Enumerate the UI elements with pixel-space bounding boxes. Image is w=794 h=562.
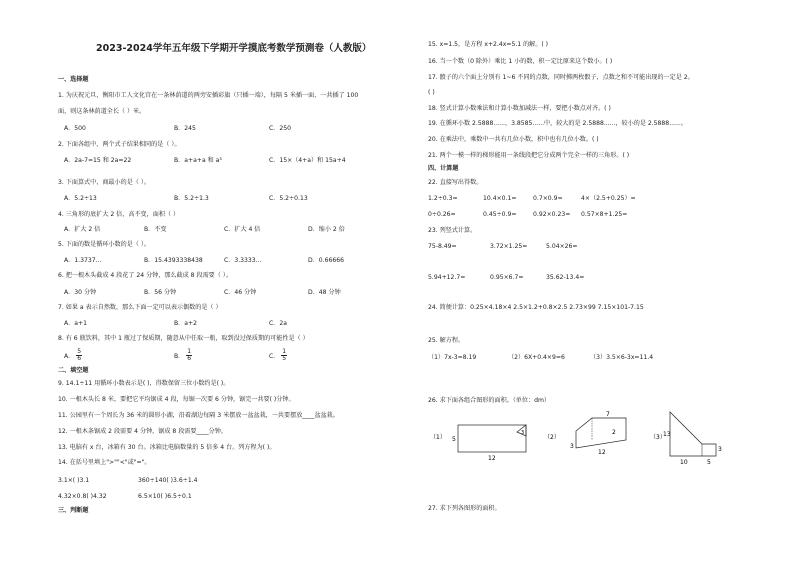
figure-3-right: 3 (718, 446, 722, 453)
figure-3-shape (670, 412, 716, 456)
calc-item: 3.72×1.25= (490, 243, 528, 250)
section-judge-heading: 三、判断题 (58, 507, 89, 514)
calc-item: 5.94+12.7= (428, 274, 466, 281)
option-b: B．15.4393338438 (144, 257, 203, 264)
figure-1-width: 12 (488, 455, 496, 462)
calc-item: 0.95×6.7= (490, 274, 524, 281)
option-a: A．30 分钟 (64, 289, 97, 296)
question-3: 3. 下面算式中，商最小的是（ ）。 (58, 179, 150, 186)
question-17-cont: ( ) (428, 89, 435, 96)
question-22: 22. 直接写出得数。 (428, 179, 483, 186)
figure-3-b2: 5 (707, 459, 711, 466)
option-a: A．1.3737... (64, 257, 102, 264)
calc-item: 5.04×26= (546, 243, 578, 250)
question-26: 26. 求下面各组合图形的面积。（单位：dm） (428, 397, 550, 404)
figure-2-h: 3 (570, 443, 574, 450)
question-15: 15. x=1.5，是方程 x+2.4x=5.1 的解。( ) (428, 41, 549, 48)
right-column (428, 0, 788, 562)
figure-2-shape (576, 418, 626, 448)
figure-2-bottom: 12 (598, 449, 606, 456)
calc-item: 75-8.49= (428, 243, 457, 250)
question-23: 23. 列竖式计算。 (428, 227, 477, 234)
figure-2-side: 2 (612, 429, 616, 436)
calc-item: 0.45÷0.9= (483, 211, 517, 218)
equation-item: （1）7x-3=8.19 (428, 354, 477, 361)
figure-3-b1: 10 (680, 459, 688, 466)
question-12: 12. 一根木条锯成 2 段需要 4 分钟，锯成 8 段需要____分钟。 (58, 428, 227, 435)
question-7: 7. 如果 a 表示自然数，那么下面一定可以表示偶数的是（ ） (58, 304, 222, 311)
question-11: 11. 公园里有一个周长为 36 米的圆形小湖，沿着湖边每隔 3 米摆放一盆盆栽，一共要摆放____盆盆栽。 (58, 412, 339, 419)
option-d: D．0.66666 (308, 257, 344, 264)
option-b: B．不变 (144, 226, 167, 233)
option-a: A．5.2÷13 (64, 195, 97, 202)
question-1: 1. 为庆祝元旦，衡阳市工人文化宫在一条林荫道的两旁安插彩旗（只插一端），每隔 5 米插一面，一共插了 100 (58, 92, 359, 99)
calc-item: 1.2÷0.3= (428, 195, 458, 202)
question-14: 14. 在括号里填上">""<"或"="。 (58, 459, 151, 466)
option-c: C．46 分钟 (224, 289, 257, 296)
option-d: D．缩小 2 倍 (308, 226, 345, 233)
question-6: 6. 把一根木头截成 4 段花了 24 分钟，那么截成 8 段需要（ ）。 (58, 272, 232, 279)
option-a: A． $\frac{5}{6}$ (64, 348, 82, 363)
composite-figures (428, 408, 788, 478)
figure-3-label: （3） (650, 434, 666, 441)
option-d: D．48 分钟 (308, 289, 341, 296)
option-b: B．56 分钟 (144, 289, 177, 296)
page-title: 2023-2024学年五年级下学期开学摸底考数学预测卷（人教版） (96, 43, 372, 54)
left-column (58, 0, 403, 562)
option-b: B．5.2÷1.3 (174, 195, 209, 202)
equation-item: （2）6X+0.4×9=6 (508, 354, 565, 361)
fraction: $\frac{5}{6}$ (77, 348, 82, 363)
calc-item: 0.7×0.9= (533, 195, 563, 202)
option-c: C．15×（4+a）和 15a+4 (269, 157, 346, 164)
calc-item: 0.92×0.23= (533, 211, 571, 218)
calc-item: 10.4×0.1= (483, 195, 517, 202)
question-18: 18. 竖式计算小数乘法和计算小数加减法一样，要把小数点对齐。( ) (428, 105, 611, 112)
question-1-cont: 面，则这条林荫道全长（ ）米。 (58, 108, 146, 115)
figure-3-left: 13 (663, 431, 671, 438)
fraction: $\frac{1}{6}$ (187, 348, 192, 363)
compare-item: 6.5×10( )6.5÷0.1 (138, 493, 192, 500)
question-17: 17. 骰子的六个面上分别有 1~6 不同的点数，同时掷两枚骰子，点数之和不可能出现的一定是 2。 (428, 74, 694, 81)
question-5: 5. 下面的数是循环小数的是（ ）。 (58, 241, 150, 248)
question-9: 9. 14.1÷11 用循环小数表示是( )，得数保留三位小数约是( )。 (58, 380, 230, 387)
option-b: B． $\frac{1}{6}$ (174, 348, 192, 363)
figure-1-label: （1） (430, 434, 446, 441)
calc-item: 4×（2.5+0.25）= (581, 195, 636, 202)
option-c: C． $\frac{1}{5}$ (269, 348, 287, 363)
calc-item: 0÷0.26= (428, 211, 456, 218)
figure-1-height: 5 (452, 436, 456, 443)
option-a: A．扩大 2 倍 (64, 226, 101, 233)
question-8: 8. 有 6 瓶饮料，其中 1 瓶过了保质期，随意从中任取一瓶，取到没过保质期的可能性是（ ） (58, 335, 309, 342)
option-b: B．245 (174, 125, 196, 132)
figure-1-tri: 3 (521, 430, 525, 436)
question-21: 21. 两个一模一样的梯形能用一条线段把它分成两个完全一样的三角形。( ) (428, 152, 630, 159)
option-c: C．250 (269, 125, 291, 132)
section-choice-heading: 一、选择题 (58, 76, 89, 83)
fraction: $\frac{1}{5}$ (282, 348, 287, 363)
compare-item: 4.32×0.8( )4.32 (58, 493, 107, 500)
option-b: B．a+2 (174, 320, 197, 327)
equation-item: （3）3.5×6-3x=11.4 (590, 354, 654, 361)
question-27: 27. 求下列各图形的面积。 (428, 505, 501, 512)
question-20: 20. 在乘法中，乘数中一共有几位小数，积中也有几位小数。( ) (428, 136, 599, 143)
compare-item: 3.1×( )3.1 (58, 477, 90, 484)
section-fill-heading: 二、填空题 (58, 367, 89, 374)
option-b: B．a+a+a 和 a³ (174, 157, 222, 164)
option-a: A．2a-7=15 和 2a=22 (64, 157, 132, 164)
figure-2-label: （2） (544, 434, 560, 441)
option-c: C．2a (269, 320, 287, 327)
option-a: A．500 (64, 125, 86, 132)
question-10: 10. 一根木头长 8 米，要把它平均锯成 4 段，每锯一次要 6 分钟，锯完一共要( )分钟。 (58, 396, 295, 403)
option-c: C．3.3333... (224, 257, 262, 264)
calc-item: 35.62-13.4= (546, 274, 585, 281)
question-16: 16. 当一个数（0 除外）乘比 1 小的数，积一定比原来这个数小。( ) (428, 58, 613, 65)
question-19: 19. 在循环小数 2.5888......，3.8585......中，较大的是 2.5888......，较小的是 2.5888......。 (428, 120, 687, 127)
option-c: C．5.2÷0.13 (269, 195, 308, 202)
section-calc-heading: 四、计算题 (428, 165, 459, 172)
question-25: 25. 解方程。 (428, 337, 465, 344)
question-13: 13. 电脑有 x 台，冰箱有 30 台。冰箱比电脑数量的 5 倍多 4 台。列方程为( )。 (58, 444, 276, 451)
question-4: 4. 三角形的底扩大 2 倍，高不变，面积（ ） (58, 211, 180, 218)
option-a: A．a+1 (64, 320, 87, 327)
calc-item: 0.57×8+1.25= (581, 211, 628, 218)
figure-1-rectangle (458, 425, 526, 452)
figure-2-top: 7 (606, 411, 610, 418)
option-c: C．扩大 4 倍 (224, 226, 261, 233)
question-24: 24. 简便计算：0.25×4.18×4 2.5×1.2+0.8×2.5 2.73×99 7.15×101-7.15 (428, 304, 644, 311)
question-2: 2. 下面各组中，两个式子结果相同的是（ ）。 (58, 141, 181, 148)
compare-item: 360÷140( )3.6÷1.4 (138, 477, 198, 484)
